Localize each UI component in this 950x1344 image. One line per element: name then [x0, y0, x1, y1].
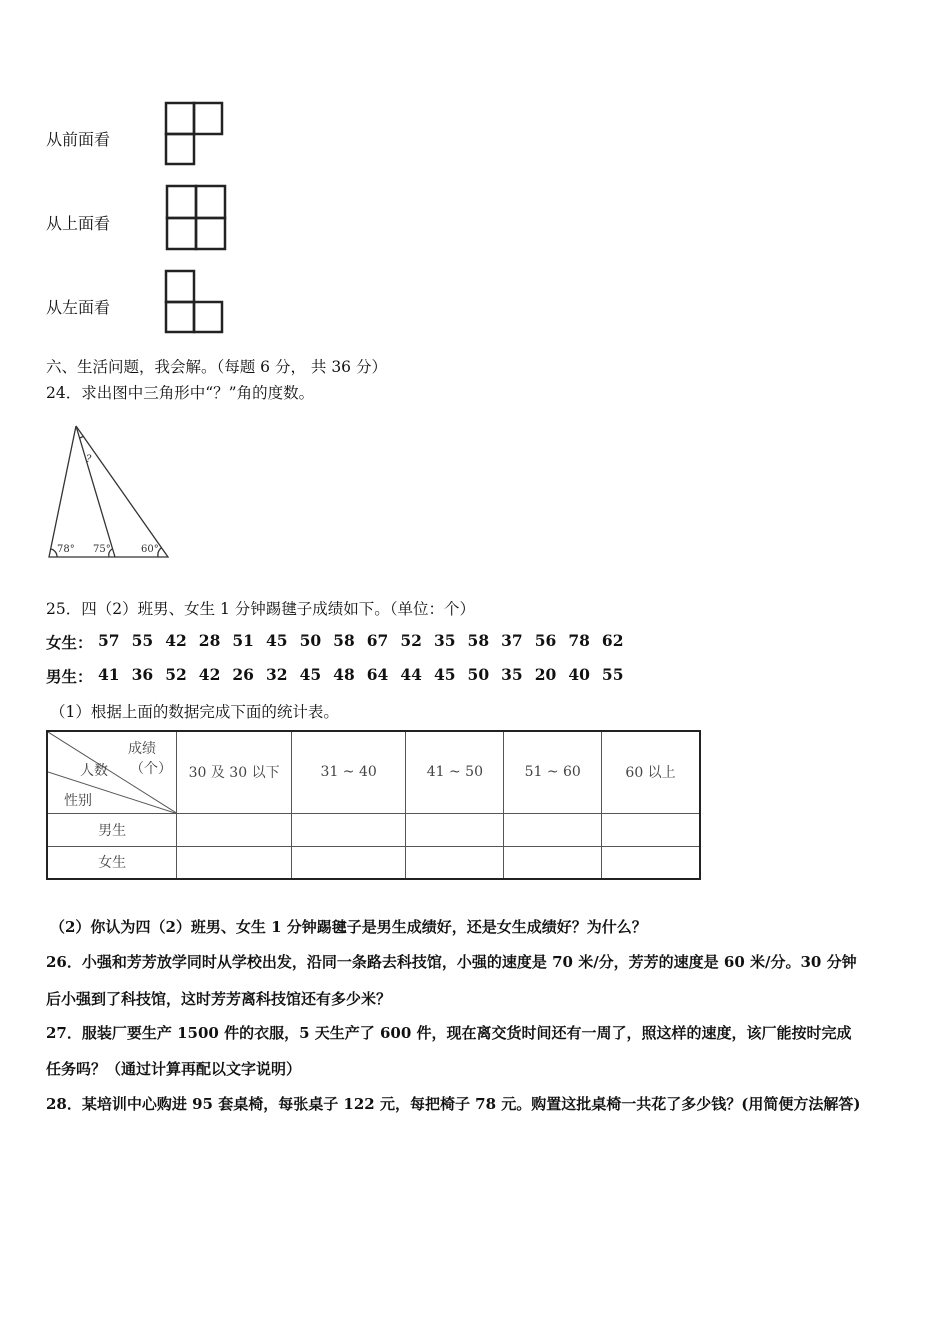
girls-score: 55 — [131, 631, 154, 650]
left-view-figure — [160, 268, 228, 336]
triangle-figure — [40, 418, 180, 566]
q26-line2: 后小强到了科技馆，这时芳芳离科技馆还有多少米？ — [46, 990, 392, 1008]
girls-score: 78 — [568, 631, 590, 650]
q25-text: 25．四（2）班男、女生 1 分钟踢毽子成绩如下。（单位：个） — [46, 600, 476, 618]
row-header-boys: 男生 — [47, 813, 177, 846]
view-front-label: 从前面看 — [46, 130, 111, 149]
column-header: 60 以上 — [602, 731, 700, 813]
boys-score: 32 — [265, 665, 288, 684]
q25-sub2: （2）你认为四（2）班男、女生 1 分钟踢毽子是男生成绩好，还是女生成绩好？为什么？ — [50, 918, 647, 936]
section-heading: 六、生活问题，我会解。（每题 6 分， 共 36 分） — [46, 358, 387, 376]
q28-text: 28．某培训中心购进 95 套桌椅，每张桌子 122 元，每把椅子 78 元。购置这批桌椅一共花了多少钱？(用简便方法解答) — [46, 1095, 861, 1113]
q27-line1: 27．服装厂要生产 1500 件的衣服，5 天生产了 600 件，现在离交货时间还有一周了，照这样的速度，该厂能按时完成 — [46, 1024, 852, 1042]
table-input-cell[interactable] — [602, 813, 700, 846]
column-header: 31 ~ 40 — [291, 731, 406, 813]
table-corner-cell — [47, 731, 177, 813]
boys-score: 52 — [165, 665, 187, 684]
boys-score: 41 — [98, 665, 120, 684]
girls-score: 62 — [601, 631, 624, 650]
girls-score: 50 — [299, 631, 322, 650]
girls-score: 45 — [265, 631, 288, 650]
table-input-cell[interactable] — [406, 846, 504, 879]
girls-score: 57 — [98, 631, 120, 650]
table-input-cell[interactable] — [504, 846, 602, 879]
table-input-cell[interactable] — [406, 813, 504, 846]
table-input-cell[interactable] — [504, 813, 602, 846]
angle-unknown-label: ? — [86, 454, 92, 465]
column-header: 41 ~ 50 — [406, 731, 504, 813]
table-input-cell[interactable] — [291, 813, 406, 846]
stats-table — [46, 730, 701, 880]
row-header-girls: 女生 — [47, 846, 177, 879]
q24-text: 24．求出图中三角形中“？”角的度数。 — [46, 384, 315, 402]
boys-score: 45 — [433, 665, 456, 684]
girls-score: 37 — [501, 631, 523, 650]
boys-score: 20 — [534, 665, 557, 684]
boys-score: 55 — [601, 665, 624, 684]
girls-score: 56 — [534, 631, 557, 650]
boys-score: 40 — [568, 665, 590, 684]
corner-unit-label: （个） — [130, 761, 172, 777]
angle-75-label: 75° — [93, 544, 111, 555]
table-input-cell[interactable] — [602, 846, 700, 879]
angle-78-label: 78° — [57, 544, 75, 555]
view-top-label: 从上面看 — [46, 214, 111, 233]
girls-score: 58 — [467, 631, 490, 650]
front-view-figure — [160, 100, 226, 168]
corner-count-label: 人数 — [80, 763, 108, 779]
q27-line2: 任务吗？（通过计算再配以文字说明） — [46, 1060, 302, 1078]
boys-score: 50 — [467, 665, 490, 684]
corner-gender-label: 性别 — [64, 793, 92, 809]
q26-line1: 26．小强和芳芳放学同时从学校出发，沿同一条路去科技馆，小强的速度是 70 米/分，芳芳的速度是 60 米/分。30 分钟 — [46, 953, 857, 971]
boys-score: 45 — [299, 665, 322, 684]
corner-score-label: 成绩 — [128, 741, 156, 757]
boys-score: 44 — [400, 665, 422, 684]
q25-sub1: （1）根据上面的数据完成下面的统计表。 — [50, 703, 339, 721]
view-left-label: 从左面看 — [46, 298, 111, 317]
boys-score: 36 — [131, 665, 154, 684]
boys-score: 48 — [333, 665, 355, 684]
girls-scores-row — [46, 631, 636, 653]
table-input-cell[interactable] — [177, 846, 292, 879]
girls-label: 女生： — [46, 633, 93, 652]
girls-score: 52 — [400, 631, 422, 650]
girls-score: 67 — [366, 631, 389, 650]
girls-score: 28 — [198, 631, 221, 650]
girls-score: 51 — [232, 631, 254, 650]
top-view-figure — [160, 183, 230, 253]
boys-score: 42 — [198, 665, 221, 684]
boys-score: 35 — [501, 665, 523, 684]
girls-score: 35 — [433, 631, 456, 650]
table-input-cell[interactable] — [291, 846, 406, 879]
column-header: 30 及 30 以下 — [177, 731, 292, 813]
boys-score: 64 — [366, 665, 389, 684]
table-input-cell[interactable] — [177, 813, 292, 846]
boys-label: 男生： — [46, 667, 93, 686]
boys-score: 26 — [232, 665, 254, 684]
angle-60-label: 60° — [141, 544, 159, 555]
girls-score: 42 — [165, 631, 187, 650]
column-header: 51 ~ 60 — [504, 731, 602, 813]
girls-score: 58 — [333, 631, 355, 650]
boys-scores-row — [46, 665, 636, 687]
